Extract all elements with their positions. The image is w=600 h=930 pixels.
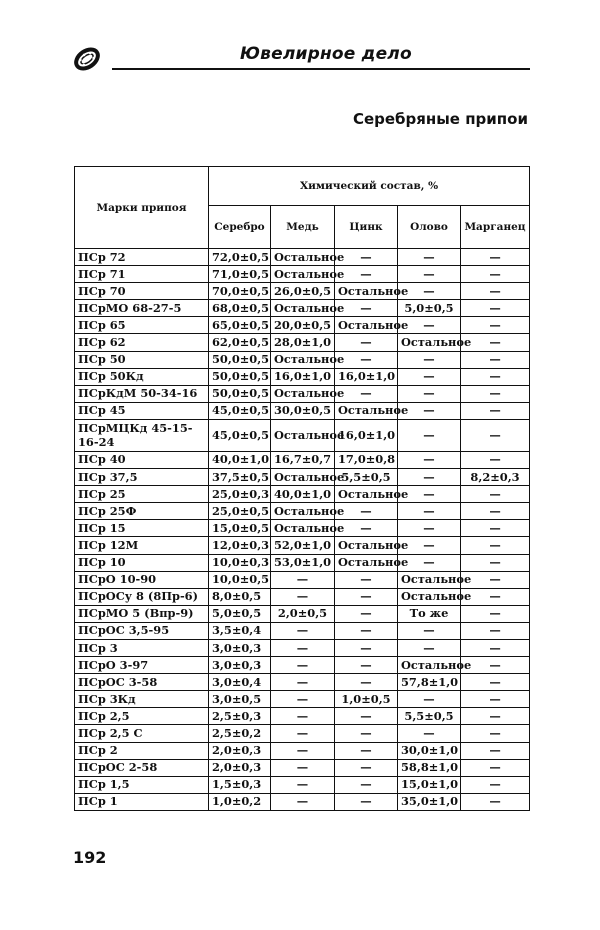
tin-cell: — xyxy=(398,266,461,283)
page-number: 192 xyxy=(73,848,107,867)
copper-cell: Остальное xyxy=(271,419,335,451)
tin-cell: — xyxy=(398,503,461,520)
table-row xyxy=(75,334,530,351)
silver-cell: 72,0±0,5 xyxy=(209,249,271,266)
zinc-cell: 16,0±1,0 xyxy=(335,368,398,385)
zinc-cell: — xyxy=(335,657,398,674)
table-row xyxy=(75,451,530,468)
tin-cell: 58,8±1,0 xyxy=(398,759,461,776)
manganese-cell: 8,2±0,3 xyxy=(461,469,530,486)
manganese-cell: — xyxy=(461,249,530,266)
silver-cell: 3,5±0,4 xyxy=(209,622,271,639)
table-row xyxy=(75,368,530,385)
tin-cell: — xyxy=(398,351,461,368)
manganese-cell: — xyxy=(461,571,530,588)
tin-cell: — xyxy=(398,368,461,385)
grade-cell: ПСр 25 xyxy=(75,486,209,503)
manganese-cell: — xyxy=(461,588,530,605)
manganese-cell: — xyxy=(461,334,530,351)
table-row xyxy=(75,622,530,639)
copper-cell: — xyxy=(271,793,335,810)
grade-cell: ПСрМО 5 (Впр-9) xyxy=(75,605,209,622)
table-row xyxy=(75,793,530,810)
manganese-cell: — xyxy=(461,300,530,317)
grade-cell: ПСр 40 xyxy=(75,451,209,468)
zinc-cell: — xyxy=(335,588,398,605)
copper-cell: 20,0±0,5 xyxy=(271,317,335,334)
zinc-cell: 5,5±0,5 xyxy=(335,469,398,486)
table-row xyxy=(75,317,530,334)
silver-cell: 10,0±0,3 xyxy=(209,554,271,571)
silver-cell: 45,0±0,5 xyxy=(209,402,271,419)
silver-cell: 2,0±0,3 xyxy=(209,742,271,759)
manganese-cell: — xyxy=(461,554,530,571)
silver-cell: 10,0±0,5 xyxy=(209,571,271,588)
manganese-cell: — xyxy=(461,657,530,674)
zinc-cell: Остальное xyxy=(335,317,398,334)
grade-cell: ПСр 3 xyxy=(75,639,209,656)
tin-cell: 57,8±1,0 xyxy=(398,674,461,691)
copper-cell: — xyxy=(271,639,335,656)
silver-cell: 12,0±0,3 xyxy=(209,537,271,554)
silver-cell: 45,0±0,5 xyxy=(209,419,271,451)
zinc-cell: — xyxy=(335,725,398,742)
tin-cell: 35,0±1,0 xyxy=(398,793,461,810)
column-header-silver: Серебро xyxy=(209,206,271,249)
column-header-tin: Олово xyxy=(398,206,461,249)
silver-cell: 70,0±0,5 xyxy=(209,283,271,300)
grade-cell: ПСр 2,5 xyxy=(75,708,209,725)
zinc-cell: — xyxy=(335,571,398,588)
copper-cell: Остальное xyxy=(271,300,335,317)
copper-cell: — xyxy=(271,776,335,793)
tin-cell: Остальное xyxy=(398,657,461,674)
zinc-cell: — xyxy=(335,266,398,283)
grade-cell: ПСрОС 3,5-95 xyxy=(75,622,209,639)
table-row xyxy=(75,708,530,725)
section-title: Серебряные припои xyxy=(352,110,528,128)
grade-cell: ПСрО 10-90 xyxy=(75,571,209,588)
grade-cell: ПСр 3Кд xyxy=(75,691,209,708)
header-rule xyxy=(112,68,530,70)
tin-cell: То же xyxy=(398,605,461,622)
page-header xyxy=(70,40,530,80)
silver-cell: 40,0±1,0 xyxy=(209,451,271,468)
table-row xyxy=(75,639,530,656)
copper-cell: Остальное xyxy=(271,351,335,368)
grade-cell: ПСр 2 xyxy=(75,742,209,759)
copper-cell: 16,0±1,0 xyxy=(271,368,335,385)
silver-cell: 37,5±0,5 xyxy=(209,469,271,486)
manganese-cell: — xyxy=(461,520,530,537)
column-header-zinc: Цинк xyxy=(335,206,398,249)
silver-cell: 3,0±0,3 xyxy=(209,639,271,656)
table-row xyxy=(75,249,530,266)
zinc-cell: — xyxy=(335,674,398,691)
grade-cell: ПСр 12М xyxy=(75,537,209,554)
grade-cell: ПСрМЦКд 45-15-16-24 xyxy=(75,419,209,451)
manganese-cell: — xyxy=(461,317,530,334)
silver-cell: 71,0±0,5 xyxy=(209,266,271,283)
tin-cell: 15,0±1,0 xyxy=(398,776,461,793)
table-row xyxy=(75,300,530,317)
zinc-cell: Остальное xyxy=(335,486,398,503)
tin-cell: — xyxy=(398,385,461,402)
manganese-cell: — xyxy=(461,776,530,793)
copper-cell: 16,7±0,7 xyxy=(271,451,335,468)
zinc-cell: — xyxy=(335,503,398,520)
zinc-cell: — xyxy=(335,605,398,622)
grade-cell: ПСр 10 xyxy=(75,554,209,571)
grade-cell: ПСр 50 xyxy=(75,351,209,368)
composition-group-header: Химический состав, % xyxy=(209,167,530,206)
zinc-cell: — xyxy=(335,520,398,537)
table-row xyxy=(75,588,530,605)
zinc-cell: — xyxy=(335,334,398,351)
table-row xyxy=(75,691,530,708)
header-title: Ювелирное дело xyxy=(240,44,412,64)
copper-cell: — xyxy=(271,742,335,759)
grade-cell: ПСр 72 xyxy=(75,249,209,266)
silver-cell: 25,0±0,5 xyxy=(209,503,271,520)
manganese-cell: — xyxy=(461,368,530,385)
manganese-cell: — xyxy=(461,283,530,300)
tin-cell: Остальное xyxy=(398,334,461,351)
zinc-cell: — xyxy=(335,742,398,759)
grade-cell: ПСр 71 xyxy=(75,266,209,283)
table-row xyxy=(75,419,530,451)
copper-cell: — xyxy=(271,759,335,776)
column-header-copper: Медь xyxy=(271,206,335,249)
table-row xyxy=(75,605,530,622)
copper-cell: — xyxy=(271,588,335,605)
silver-cell: 1,5±0,3 xyxy=(209,776,271,793)
tin-cell: — xyxy=(398,451,461,468)
copper-cell: 26,0±0,5 xyxy=(271,283,335,300)
manganese-cell: — xyxy=(461,503,530,520)
tin-cell: — xyxy=(398,469,461,486)
manganese-cell: — xyxy=(461,691,530,708)
copper-cell: Остальное xyxy=(271,385,335,402)
copper-cell: Остальное xyxy=(271,520,335,537)
grade-column-header: Марки припоя xyxy=(75,167,209,249)
silver-cell: 3,0±0,3 xyxy=(209,657,271,674)
table-row xyxy=(75,537,530,554)
manganese-cell: — xyxy=(461,537,530,554)
zinc-cell: Остальное xyxy=(335,554,398,571)
manganese-cell: — xyxy=(461,639,530,656)
manganese-cell: — xyxy=(461,725,530,742)
grade-cell: ПСр 45 xyxy=(75,402,209,419)
grade-cell: ПСр 1,5 xyxy=(75,776,209,793)
manganese-cell: — xyxy=(461,742,530,759)
manganese-cell: — xyxy=(461,486,530,503)
grade-cell: ПСр 1 xyxy=(75,793,209,810)
grade-cell: ПСрКдМ 50-34-16 xyxy=(75,385,209,402)
grade-cell: ПСр 70 xyxy=(75,283,209,300)
tin-cell: — xyxy=(398,317,461,334)
manganese-cell: — xyxy=(461,402,530,419)
copper-cell: 40,0±1,0 xyxy=(271,486,335,503)
silver-cell: 3,0±0,4 xyxy=(209,674,271,691)
tin-cell: — xyxy=(398,520,461,537)
copper-cell: — xyxy=(271,571,335,588)
manganese-cell: — xyxy=(461,622,530,639)
copper-cell: 2,0±0,5 xyxy=(271,605,335,622)
zinc-cell: — xyxy=(335,759,398,776)
zinc-cell: 17,0±0,8 xyxy=(335,451,398,468)
copper-cell: 28,0±1,0 xyxy=(271,334,335,351)
copper-cell: Остальное xyxy=(271,469,335,486)
zinc-cell: — xyxy=(335,351,398,368)
copper-cell: 52,0±1,0 xyxy=(271,537,335,554)
copper-cell: — xyxy=(271,622,335,639)
column-header-manganese: Марганец xyxy=(461,206,530,249)
table-row xyxy=(75,402,530,419)
manganese-cell: — xyxy=(461,605,530,622)
silver-cell: 50,0±0,5 xyxy=(209,351,271,368)
zinc-cell: — xyxy=(335,385,398,402)
table-row xyxy=(75,554,530,571)
grade-cell: ПСр 50Кд xyxy=(75,368,209,385)
copper-cell: Остальное xyxy=(271,503,335,520)
silver-cell: 25,0±0,3 xyxy=(209,486,271,503)
silver-cell: 2,5±0,3 xyxy=(209,708,271,725)
tin-cell: Остальное xyxy=(398,588,461,605)
tin-cell: Остальное xyxy=(398,571,461,588)
zinc-cell: 16,0±1,0 xyxy=(335,419,398,451)
copper-cell: Остальное xyxy=(271,266,335,283)
manganese-cell: — xyxy=(461,793,530,810)
table-row xyxy=(75,742,530,759)
ring-icon xyxy=(72,44,102,74)
grade-cell: ПСр 65 xyxy=(75,317,209,334)
manganese-cell: — xyxy=(461,385,530,402)
manganese-cell: — xyxy=(461,266,530,283)
table-row xyxy=(75,351,530,368)
silver-cell: 65,0±0,5 xyxy=(209,317,271,334)
zinc-cell: — xyxy=(335,639,398,656)
copper-cell: — xyxy=(271,691,335,708)
table-row xyxy=(75,657,530,674)
zinc-cell: Остальное xyxy=(335,283,398,300)
tin-cell: — xyxy=(398,537,461,554)
grade-cell: ПСрМО 68-27-5 xyxy=(75,300,209,317)
zinc-cell: — xyxy=(335,622,398,639)
silver-cell: 2,5±0,2 xyxy=(209,725,271,742)
grade-cell: ПСр 15 xyxy=(75,520,209,537)
silver-cell: 3,0±0,5 xyxy=(209,691,271,708)
tin-cell: — xyxy=(398,725,461,742)
table-row xyxy=(75,674,530,691)
tin-cell: — xyxy=(398,249,461,266)
tin-cell: — xyxy=(398,402,461,419)
tin-cell: — xyxy=(398,554,461,571)
copper-cell: Остальное xyxy=(271,249,335,266)
table-row xyxy=(75,469,530,486)
tin-cell: — xyxy=(398,283,461,300)
manganese-cell: — xyxy=(461,351,530,368)
table-row xyxy=(75,520,530,537)
solder-composition-table xyxy=(74,166,530,811)
silver-cell: 8,0±0,5 xyxy=(209,588,271,605)
silver-cell: 50,0±0,5 xyxy=(209,385,271,402)
table-row xyxy=(75,283,530,300)
grade-cell: ПСрО 3-97 xyxy=(75,657,209,674)
table-body xyxy=(75,249,530,811)
table-row xyxy=(75,503,530,520)
grade-cell: ПСр 2,5 С xyxy=(75,725,209,742)
copper-cell: — xyxy=(271,674,335,691)
table-row xyxy=(75,759,530,776)
grade-cell: ПСрОС 3-58 xyxy=(75,674,209,691)
zinc-cell: Остальное xyxy=(335,402,398,419)
tin-cell: 5,5±0,5 xyxy=(398,708,461,725)
tin-cell: 5,0±0,5 xyxy=(398,300,461,317)
zinc-cell: — xyxy=(335,776,398,793)
silver-cell: 2,0±0,3 xyxy=(209,759,271,776)
table-row xyxy=(75,486,530,503)
copper-cell: — xyxy=(271,708,335,725)
zinc-cell: — xyxy=(335,708,398,725)
table-row xyxy=(75,385,530,402)
silver-cell: 62,0±0,5 xyxy=(209,334,271,351)
manganese-cell: — xyxy=(461,674,530,691)
silver-cell: 15,0±0,5 xyxy=(209,520,271,537)
copper-cell: — xyxy=(271,725,335,742)
tin-cell: 30,0±1,0 xyxy=(398,742,461,759)
table-row xyxy=(75,266,530,283)
zinc-cell: Остальное xyxy=(335,537,398,554)
copper-cell: — xyxy=(271,657,335,674)
zinc-cell: — xyxy=(335,300,398,317)
table-row xyxy=(75,776,530,793)
manganese-cell: — xyxy=(461,708,530,725)
manganese-cell: — xyxy=(461,419,530,451)
silver-cell: 50,0±0,5 xyxy=(209,368,271,385)
copper-cell: 53,0±1,0 xyxy=(271,554,335,571)
table-row xyxy=(75,725,530,742)
copper-cell: 30,0±0,5 xyxy=(271,402,335,419)
manganese-cell: — xyxy=(461,451,530,468)
tin-cell: — xyxy=(398,486,461,503)
grade-cell: ПСр 25Ф xyxy=(75,503,209,520)
grade-cell: ПСрОСу 8 (8Пр-6) xyxy=(75,588,209,605)
zinc-cell: — xyxy=(335,793,398,810)
tin-cell: — xyxy=(398,622,461,639)
silver-cell: 68,0±0,5 xyxy=(209,300,271,317)
grade-cell: ПСрОС 2-58 xyxy=(75,759,209,776)
grade-cell: ПСр 62 xyxy=(75,334,209,351)
tin-cell: — xyxy=(398,691,461,708)
tin-cell: — xyxy=(398,639,461,656)
silver-cell: 1,0±0,2 xyxy=(209,793,271,810)
table-row xyxy=(75,571,530,588)
silver-cell: 5,0±0,5 xyxy=(209,605,271,622)
grade-cell: ПСр 37,5 xyxy=(75,469,209,486)
tin-cell: — xyxy=(398,419,461,451)
manganese-cell: — xyxy=(461,759,530,776)
zinc-cell: — xyxy=(335,249,398,266)
zinc-cell: 1,0±0,5 xyxy=(335,691,398,708)
